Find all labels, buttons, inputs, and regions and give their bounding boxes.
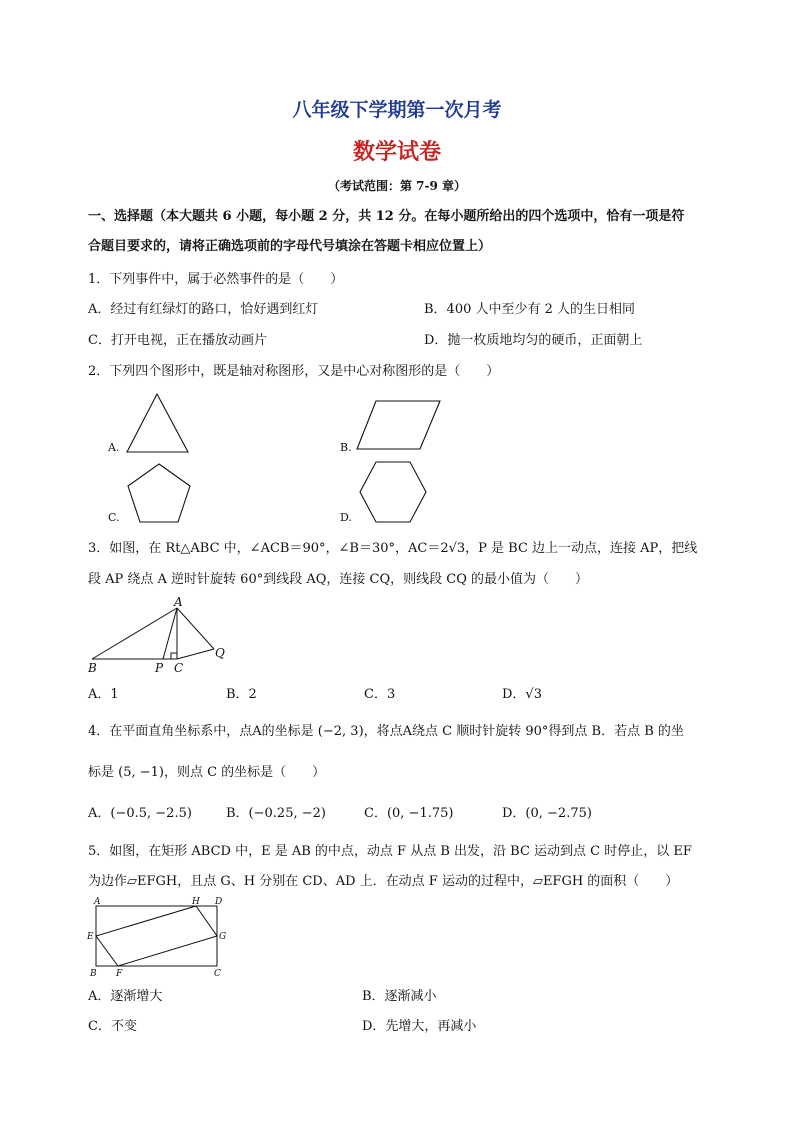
q3-label-b: B xyxy=(88,661,97,675)
section-instructions-line1: 一、选择题（本大题共 6 小题，每小题 2 分，共 12 分。在每小题所给出的四个选项中，恰有一项是符 xyxy=(88,209,685,224)
q5-option-d: D．先增大，再减小 xyxy=(362,1019,477,1034)
q5-label-h: H xyxy=(192,897,200,907)
q1-option-b: B．400 人中至少有 2 人的生日相同 xyxy=(424,302,636,317)
q3-option-d: D．√3 xyxy=(502,687,542,702)
q5-label-g: G xyxy=(219,932,227,942)
q2-label-c: C. xyxy=(108,511,120,524)
q5-label-f: F xyxy=(116,969,123,979)
q3-label-c: C xyxy=(174,661,184,675)
q3-option-c: C．3 xyxy=(364,687,396,702)
q3-option-a: A．1 xyxy=(88,687,119,702)
triangle-figure xyxy=(126,392,190,454)
q5-stem-line1: 5．如图，在矩形 ABCD 中，E 是 AB 的中点，动点 F 从点 B 出发，沿 BC 运动到点 C 时停止，以 EF xyxy=(88,844,692,859)
q2-label-a: A. xyxy=(108,441,120,454)
exam-scope: （考试范围：第 7-9 章） xyxy=(327,179,467,193)
q4-option-c: C．(0, −1.75) xyxy=(364,806,454,821)
page-title: 八年级下学期第一次月考 xyxy=(292,99,502,121)
q5-label-a: A xyxy=(94,897,101,907)
q1-option-d: D．抛一枚质地均匀的硬币，正面朝上 xyxy=(424,333,643,348)
q5-label-c: C xyxy=(214,969,221,979)
q5-option-c: C．不变 xyxy=(88,1019,137,1034)
q5-label-e: E xyxy=(87,932,94,942)
q3-label-a: A xyxy=(174,595,183,609)
hexagon-figure xyxy=(359,460,427,524)
q3-option-b: B．2 xyxy=(226,687,257,702)
q1-option-a: A．经过有红绿灯的路口，恰好遇到红灯 xyxy=(88,302,319,317)
q2-label-b: B. xyxy=(340,441,352,454)
q5-option-a: A．逐渐增大 xyxy=(88,989,163,1004)
q1-stem: 1．下列事件中，属于必然事件的是（ ） xyxy=(88,272,344,287)
q3-stem-line1: 3．如图，在 Rt△ABC 中，∠ACB＝90°，∠B＝30°，AC＝2√3，P 是 BC 边上一动点，连接 AP，把线 xyxy=(88,541,698,556)
q1-option-c: C．打开电视，正在播放动画片 xyxy=(88,333,267,348)
q3-label-q: Q xyxy=(215,646,225,660)
q3-stem-line2: 段 AP 绕点 A 逆时针旋转 60°到线段 AQ，连接 CQ，则线段 CQ 的最小值为（ ） xyxy=(88,572,589,587)
q4-option-b: B．(−0.25, −2) xyxy=(226,806,326,821)
q5-rectangle-diagram xyxy=(86,896,236,980)
section-instructions-line2: 合题目要求的，请将正确选项前的字母代号填涂在答题卡相应位置上） xyxy=(88,239,492,254)
q5-stem-line2: 为边作▱EFGH，且点 G、H 分别在 CD、AD 上．在动点 F 运动的过程中，▱EFGH 的面积（ ） xyxy=(88,874,679,889)
q2-label-d: D. xyxy=(340,511,352,524)
q3-triangle-diagram xyxy=(86,596,236,676)
q5-option-b: B．逐渐减小 xyxy=(362,989,437,1004)
q5-label-b: B xyxy=(90,969,97,979)
q4-stem-line2: 标是 (5, −1)，则点 C 的坐标是（ ） xyxy=(88,765,326,780)
q4-option-d: D．(0, −2.75) xyxy=(502,806,592,821)
q3-label-p: P xyxy=(155,661,164,675)
page-subtitle: 数学试卷 xyxy=(352,139,441,165)
q2-stem: 2．下列四个图形中，既是轴对称图形，又是中心对称图形的是（ ） xyxy=(88,364,500,379)
q5-label-d: D xyxy=(215,897,223,907)
parallelogram-figure xyxy=(356,399,442,451)
q4-option-a: A．(−0.5, −2.5) xyxy=(88,806,192,821)
q4-stem-line1: 4．在平面直角坐标系中，点A的坐标是 (−2, 3)，将点A绕点 C 顺时针旋转 90°得到点 B．若点 B 的坐 xyxy=(88,724,684,739)
pentagon-figure xyxy=(126,462,192,524)
